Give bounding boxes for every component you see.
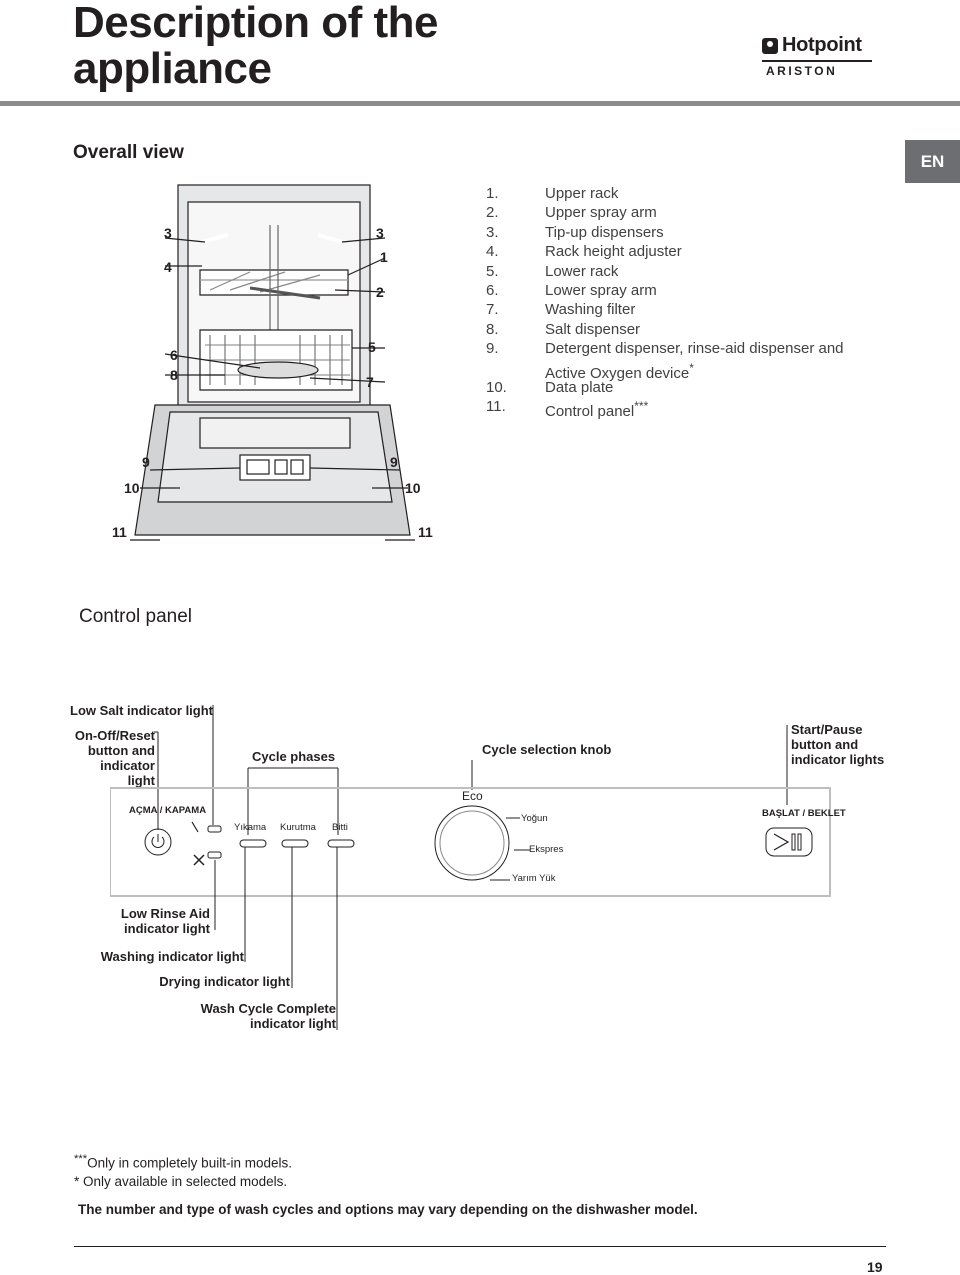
overall-view-heading: Overall view [73, 142, 184, 163]
wash-text: Yıkama [234, 822, 267, 833]
list-item: 11. Control panel*** [486, 398, 649, 421]
on-off-label: On-Off/Reset button and indicator light [74, 728, 155, 788]
callout-5: 5 [368, 339, 376, 355]
control-panel-heading: Control panel [79, 606, 193, 627]
intensive-text: Yoğun [521, 813, 548, 824]
low-salt-label: Low Salt indicator light [70, 703, 213, 718]
drying-label: Drying indicator light [159, 974, 290, 989]
power-text: AÇMA / KAPAMA [129, 805, 207, 816]
callout-11-right: 11 [418, 524, 433, 540]
callout-6: 6 [170, 347, 178, 363]
footnote-selected: * Only available in selected models. [74, 1174, 288, 1189]
callout-2: 2 [376, 284, 384, 300]
language-tab: EN [905, 140, 960, 183]
list-item: Active Oxygen device* [545, 360, 694, 382]
cycle-complete-label: Wash Cycle Complete indicator light [200, 1001, 336, 1031]
callout-11-left: 11 [112, 524, 127, 540]
header-divider [0, 101, 960, 106]
title-line-2: appliance [73, 44, 272, 93]
list-item: 6. Lower spray arm [486, 281, 657, 299]
callout-7: 7 [366, 374, 374, 390]
list-item: 3. Tip-up dispensers [486, 223, 664, 241]
callout-9-left: 9 [142, 454, 150, 470]
callout-8: 8 [170, 367, 178, 383]
list-item: 4. Rack height adjuster [486, 243, 682, 261]
brand-subname: ARISTON [766, 63, 838, 78]
footnote-variation: The number and type of wash cycles and options may vary depending on the dishwasher model. [78, 1202, 698, 1217]
parts-list [486, 184, 844, 421]
callout-1: 1 [380, 249, 388, 265]
page-number: 19 [867, 1259, 883, 1275]
start-text: BAŞLAT / BEKLET [762, 808, 846, 819]
page-title [73, 0, 438, 92]
list-item: 7. Washing filter [486, 301, 636, 319]
footnote-built-in: ***Only in completely built-in models. [74, 1153, 292, 1171]
list-item: 10. Data plate [486, 378, 614, 396]
callout-10-left: 10 [124, 480, 140, 496]
callout-10-right: 10 [405, 480, 421, 496]
callout-9-right: 9 [390, 454, 398, 470]
express-text: Ekspres [529, 844, 564, 855]
cycle-phases-label: Cycle phases [252, 749, 336, 764]
brand-logo [762, 34, 872, 78]
done-text: Bitti [332, 822, 348, 833]
list-item: 1. Upper rack [486, 185, 619, 202]
washing-label: Washing indicator light [100, 949, 244, 964]
title-line-1: Description of the [73, 0, 439, 47]
list-item: 5. Lower rack [486, 262, 619, 280]
dishwasher-diagram [110, 180, 440, 550]
start-pause-label: Start/Pause button and indicator lights [791, 722, 885, 767]
callout-3-left: 3 [164, 225, 172, 241]
brand-mark-icon [762, 38, 778, 54]
control-panel-diagram [110, 700, 850, 1040]
list-item: 2. Upper spray arm [486, 204, 657, 222]
brand-name: Hotpoint [782, 34, 862, 56]
cycle-knob-label: Cycle selection knob [482, 742, 612, 757]
list-item: 9. Detergent dispenser, rinse-aid dispenser and [486, 340, 844, 358]
dry-text: Kurutma [280, 822, 316, 833]
rinse-aid-label: Low Rinse Aid indicator light [120, 906, 210, 936]
footer-divider [74, 1246, 886, 1247]
callout-4: 4 [164, 259, 172, 275]
eco-text: Eco [462, 789, 483, 803]
list-item: 8. Salt dispenser [486, 320, 641, 338]
half-load-text: Yarım Yük [512, 873, 556, 884]
callout-3-right: 3 [376, 225, 384, 241]
